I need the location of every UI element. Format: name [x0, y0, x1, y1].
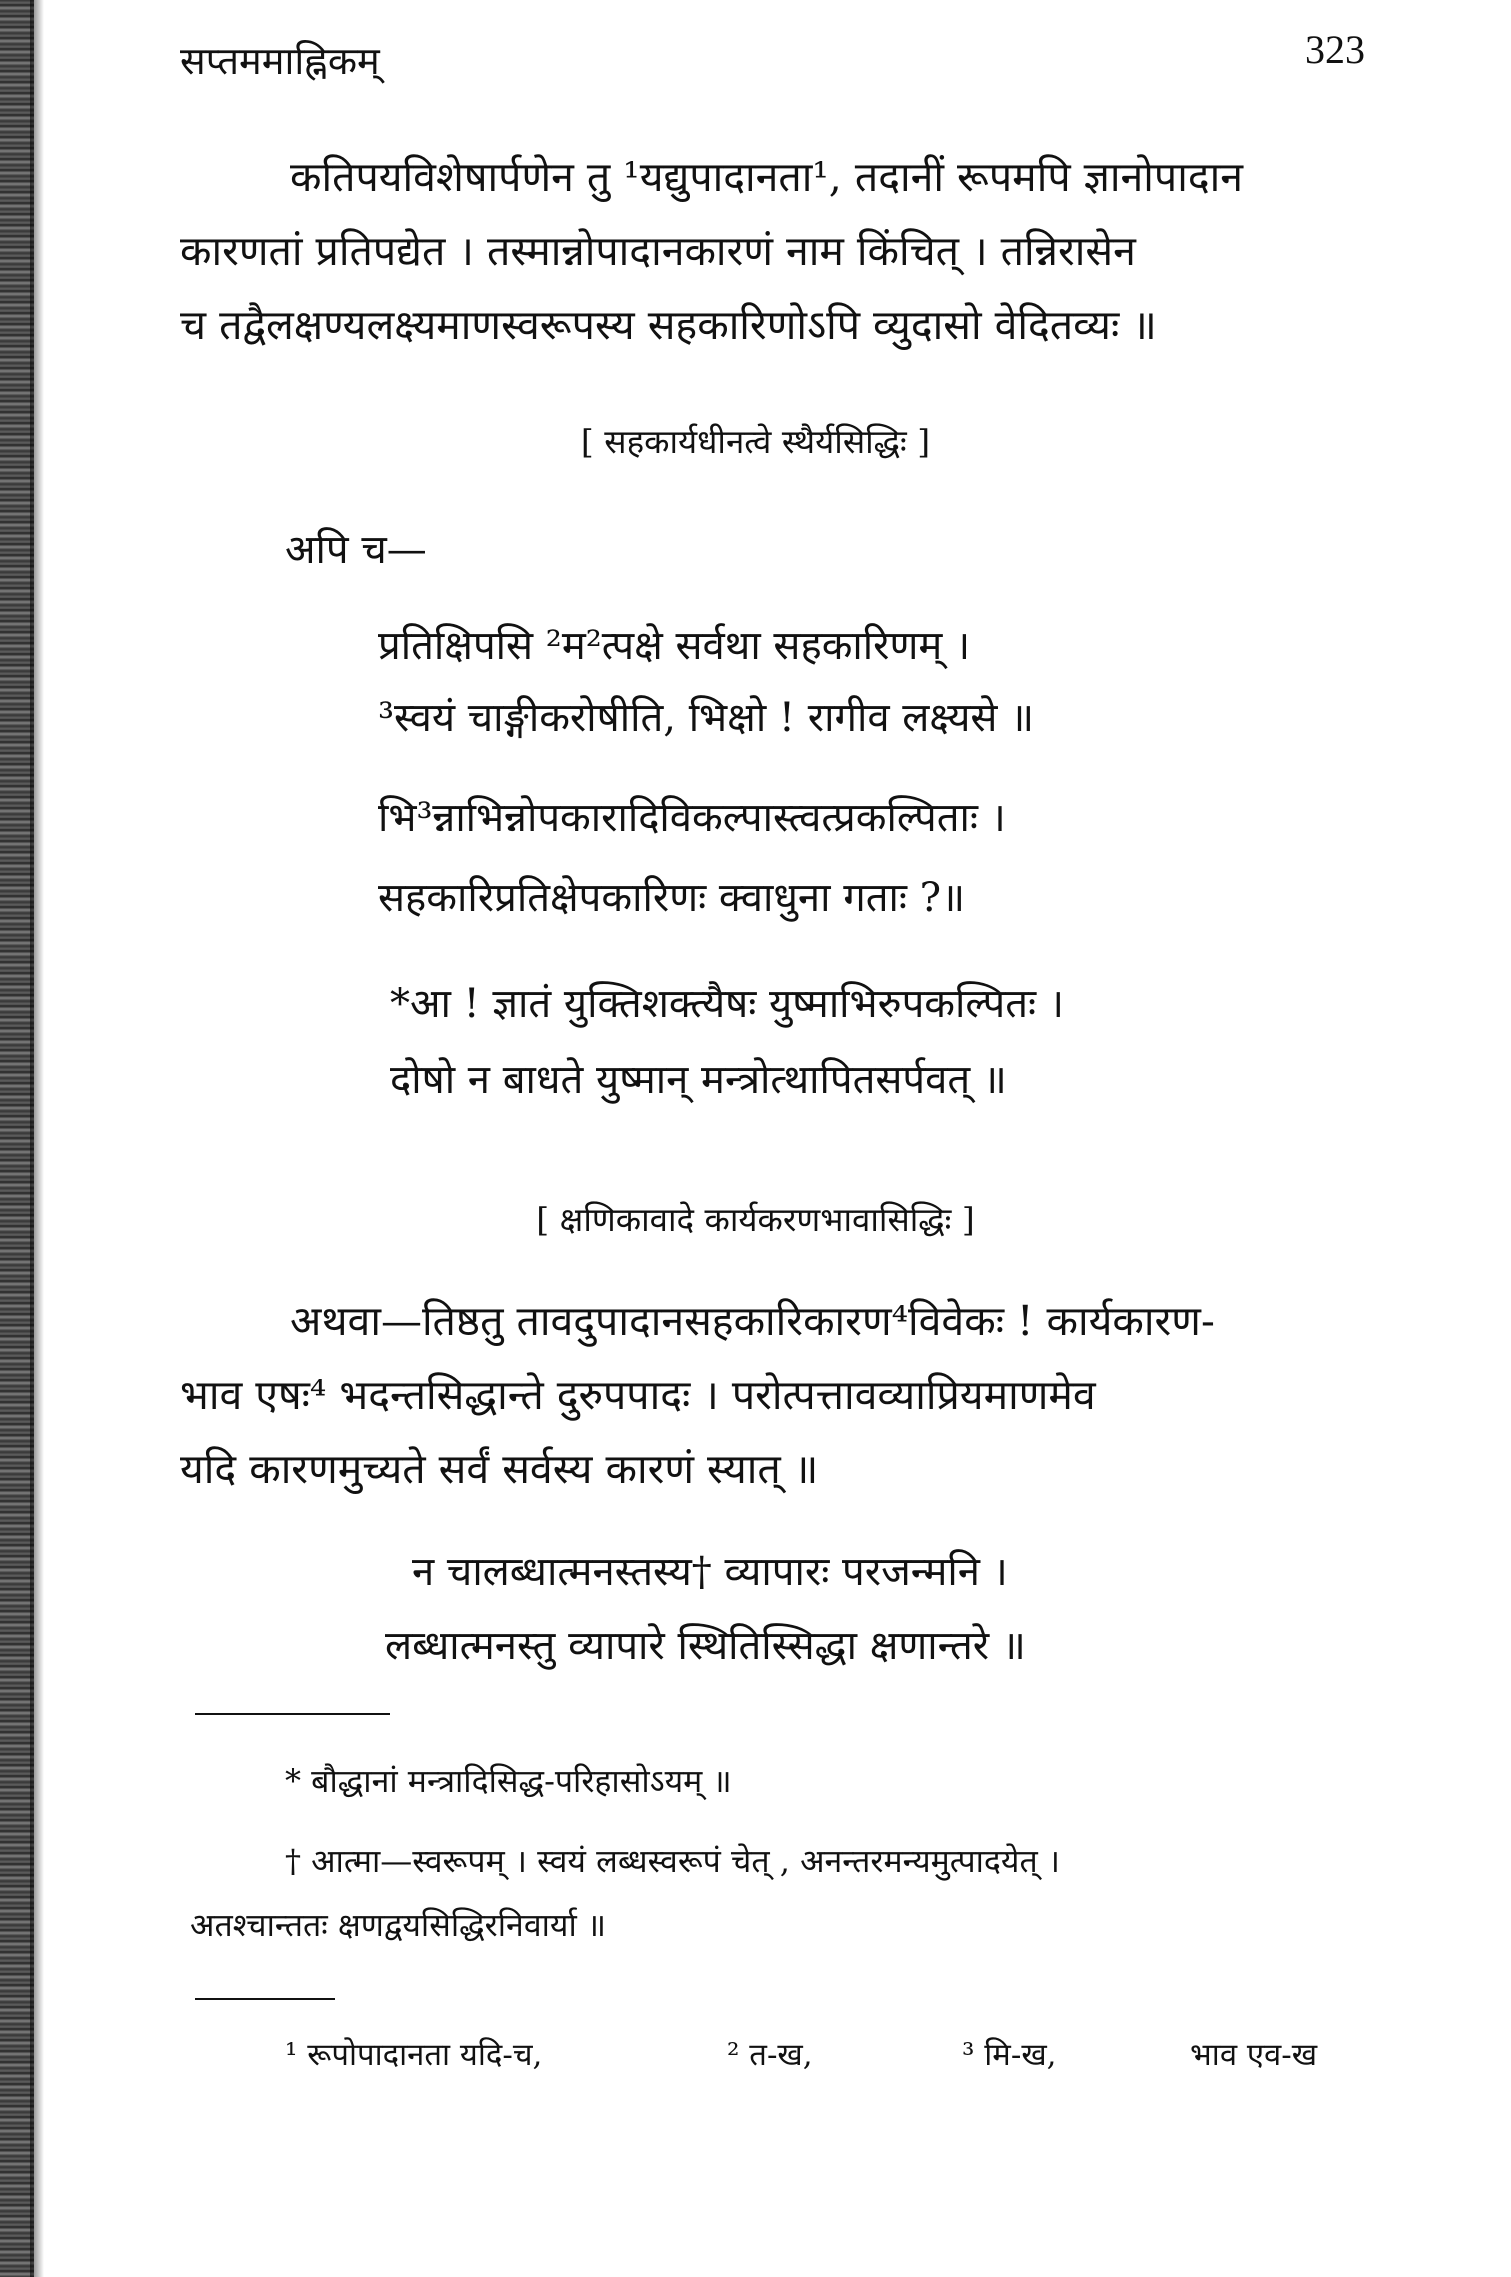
paragraph-line: च तद्वैलक्षण्यलक्ष्यमाणस्वरूपस्य सहकारिणोऽपि व्युदासो वेदितव्यः ॥	[180, 301, 1157, 349]
section-heading-1: [ सहकार्यधीनत्वे स्थैर्यसिद्धिः ]	[580, 422, 931, 461]
verse-line: *आ ! ज्ञातं युक्तिशक्त्यैषः युष्माभिरुपकल्पितः ।	[390, 981, 1065, 1027]
page-number: 323	[1305, 27, 1365, 72]
verse-line: सहकारिप्रतिक्षेपकारिणः क्वाधुना गताः ?॥	[378, 875, 966, 921]
paragraph-line: भाव एषः⁴ भदन्तसिद्धान्ते दुरुपपादः । परोत्पत्तावव्याप्रियमाणमेव	[180, 1371, 1096, 1419]
binding-shadow	[30, 0, 44, 2277]
verse-line: प्रतिक्षिपसि ²म²त्पक्षे सर्वथा सहकारिणम् ।	[378, 623, 971, 669]
verse-line: ³स्वयं चाङ्गीकरोषीति, भिक्षो ! रागीव लक्ष्यसे ॥	[378, 695, 1035, 741]
paragraph-line: कतिपयविशेषार्पणेन तु ¹यद्युपादानता¹, तदानीं रूपमपि ज्ञानोपादान	[290, 153, 1243, 201]
variant-note: ³ मि-ख,	[962, 2037, 1057, 2073]
paragraph-2	[180, 1284, 1380, 1506]
api-ca-label: अपि च—	[285, 527, 427, 573]
paragraph-line: अथवा—तिष्ठतु तावदुपादानसहकारिकारण⁴विवेकः ! कार्यकारण-	[290, 1297, 1215, 1345]
variant-note: ² त-ख,	[727, 2037, 813, 2073]
footnote-dagger: † आत्मा—स्वरूपम् । स्वयं लब्धस्वरूपं चेत् , अनन्तरमन्यमुत्पादयेत् ।	[285, 1842, 1061, 1880]
variant-note: भाव एव-ख	[1190, 2037, 1318, 2073]
book-binding-edge	[0, 0, 34, 2277]
verse-line: लब्धात्मनस्तु व्यापारे स्थितिस्सिद्धा क्षणान्तरे ॥	[385, 1623, 1026, 1669]
running-header: सप्तममाह्निकम्	[180, 39, 380, 83]
verse-line: न चालब्धात्मनस्तस्य† व्यापारः परजन्मनि ।	[412, 1549, 1008, 1595]
verse-line: दोषो न बाधते युष्मान् मन्त्रोत्थापितसर्पवत् ॥	[390, 1057, 1007, 1103]
paragraph-1	[180, 140, 1380, 362]
footnote-rule	[195, 1713, 390, 1715]
variant-rule	[195, 1998, 335, 2000]
footnote-star: * बौद्धानां मन्त्रादिसिद्ध-परिहासोऽयम् ॥	[285, 1762, 732, 1800]
verse-line: भि³न्नाभिन्नोपकारादिविकल्पास्त्वत्प्रकल्पिताः ।	[378, 795, 1006, 841]
paragraph-line: कारणतां प्रतिपद्येत । तस्मान्नोपादानकारणं नाम किंचित् । तन्निरासेन	[180, 227, 1136, 275]
footnote-dagger-continued: अतश्चान्ततः क्षणद्वयसिद्धिरनिवार्या ॥	[190, 1906, 607, 1944]
variant-note: ¹ रूपोपादानता यदि-च,	[285, 2037, 543, 2073]
paragraph-line: यदि कारणमुच्यते सर्वं सर्वस्य कारणं स्यात् ॥	[180, 1445, 819, 1493]
section-heading-2: [ क्षणिकावादे कार्यकरणभावासिद्धिः ]	[536, 1200, 975, 1239]
